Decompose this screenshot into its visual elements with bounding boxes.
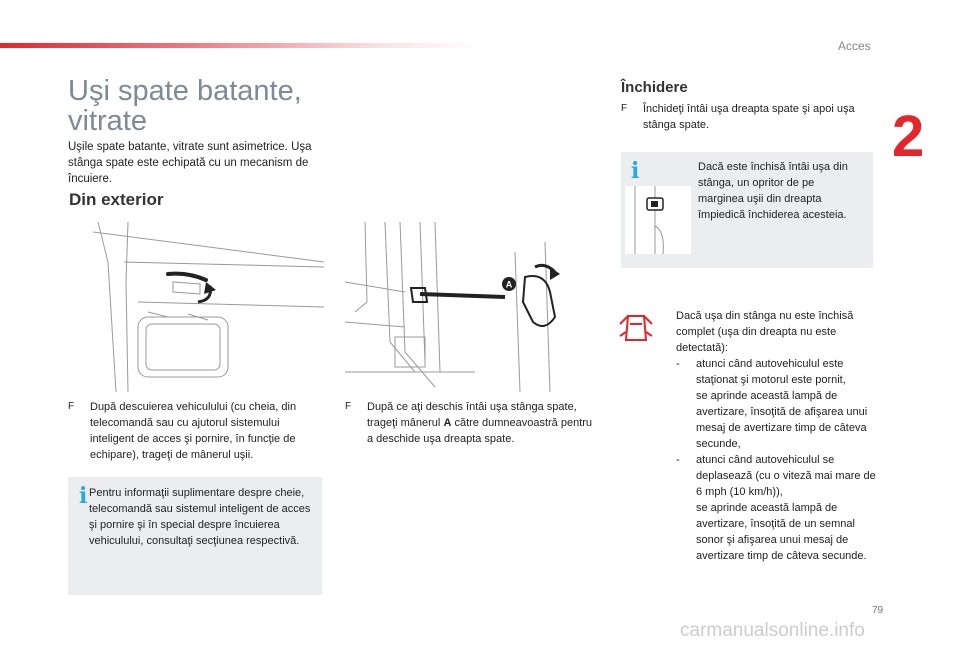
warning-intro: Dacă uşa din stânga nu este închisă complet (uşa din dreapta nu este detectată): (676, 310, 854, 354)
intro-text: Uşile spate batante, vitrate sunt asimetrice. Uşa stânga spate este echipată cu un mecanism de încuiere. (68, 141, 312, 185)
door-stop-illustration (625, 186, 691, 254)
watermark: carmanualsonline.info (680, 620, 865, 641)
header-accent-bar (0, 43, 480, 48)
page-number: 79 (872, 605, 884, 616)
section-label: Acces (838, 39, 871, 53)
illustration-handle-a (345, 222, 573, 392)
info-box-exterior (68, 477, 322, 595)
warning-block (616, 308, 876, 578)
exterior-step-2 (345, 399, 599, 447)
exterior-step-1 (68, 399, 322, 463)
info-text-exterior: Pentru informaţii suplimentare despre cheie, telecomandă sau sistemul inteligent de acces şi pornire şi în special despre încuierea vehiculului, consultaţi secţiunea respectivă. (89, 487, 311, 547)
chapter-number: 2 (892, 104, 925, 169)
info-icon: i (79, 483, 88, 509)
bullet-marker: F (621, 103, 628, 114)
bullet-marker: F (345, 401, 352, 412)
heading-exterior: Din exterior (69, 190, 164, 209)
warning-item-1: - atunci când autovehiculul este staţionat şi motorul este pornit, (676, 358, 846, 386)
bullet-marker: F (68, 401, 75, 412)
closing-step-1-text: Închideţi întâi uşa dreapta spate şi apoi uşa stânga spate. (643, 103, 855, 131)
heading-closing: Închidere (621, 79, 688, 96)
info-icon: i (631, 158, 640, 184)
callout-a-label: A (505, 279, 513, 290)
illustration-door-handle (88, 222, 324, 392)
warning-item-2: - atunci când autovehiculul se deplasează (cu o viteză mai mare de 6 mph (10 km/h)), (676, 454, 876, 498)
door-handle-drawing (88, 222, 324, 392)
page-title: Uşi spate batante, vitrate (68, 75, 302, 137)
warning-item-1-detail: se aprinde această lampă de avertizare, însoţită de afişarea unui mesaj de avertizare timp de câteva secunde, (696, 390, 868, 450)
warning-lamp-icon (618, 310, 654, 346)
exterior-step-2-text: După ce aţi deschis întâi uşa stânga spate, trageţi mânerul A către dumneavoastră pentru a deschide uşa dreapta spate. (367, 401, 593, 445)
handle-a-drawing (345, 222, 573, 392)
info-box-closing (621, 152, 873, 268)
closing-step-1 (621, 101, 875, 133)
info-text-closing: Dacă este închisă întâi uşa din stânga, un opritor de pe marginea uşii din dreapta împiedică închiderea acesteia. (698, 161, 848, 221)
exterior-step-1-text: După descuierea vehiculului (cu cheia, din telecomandă sau cu ajutorul sistemului inteligent de acces şi pornire, în funcţie de echipare), trageţi de mânerul uşii. (90, 401, 297, 461)
warning-item-2-detail: se aprinde această lampă de avertizare, însoţită de un semnal sonor şi afişarea unui mesaj de avertizare timp de câteva secunde. (696, 502, 867, 562)
